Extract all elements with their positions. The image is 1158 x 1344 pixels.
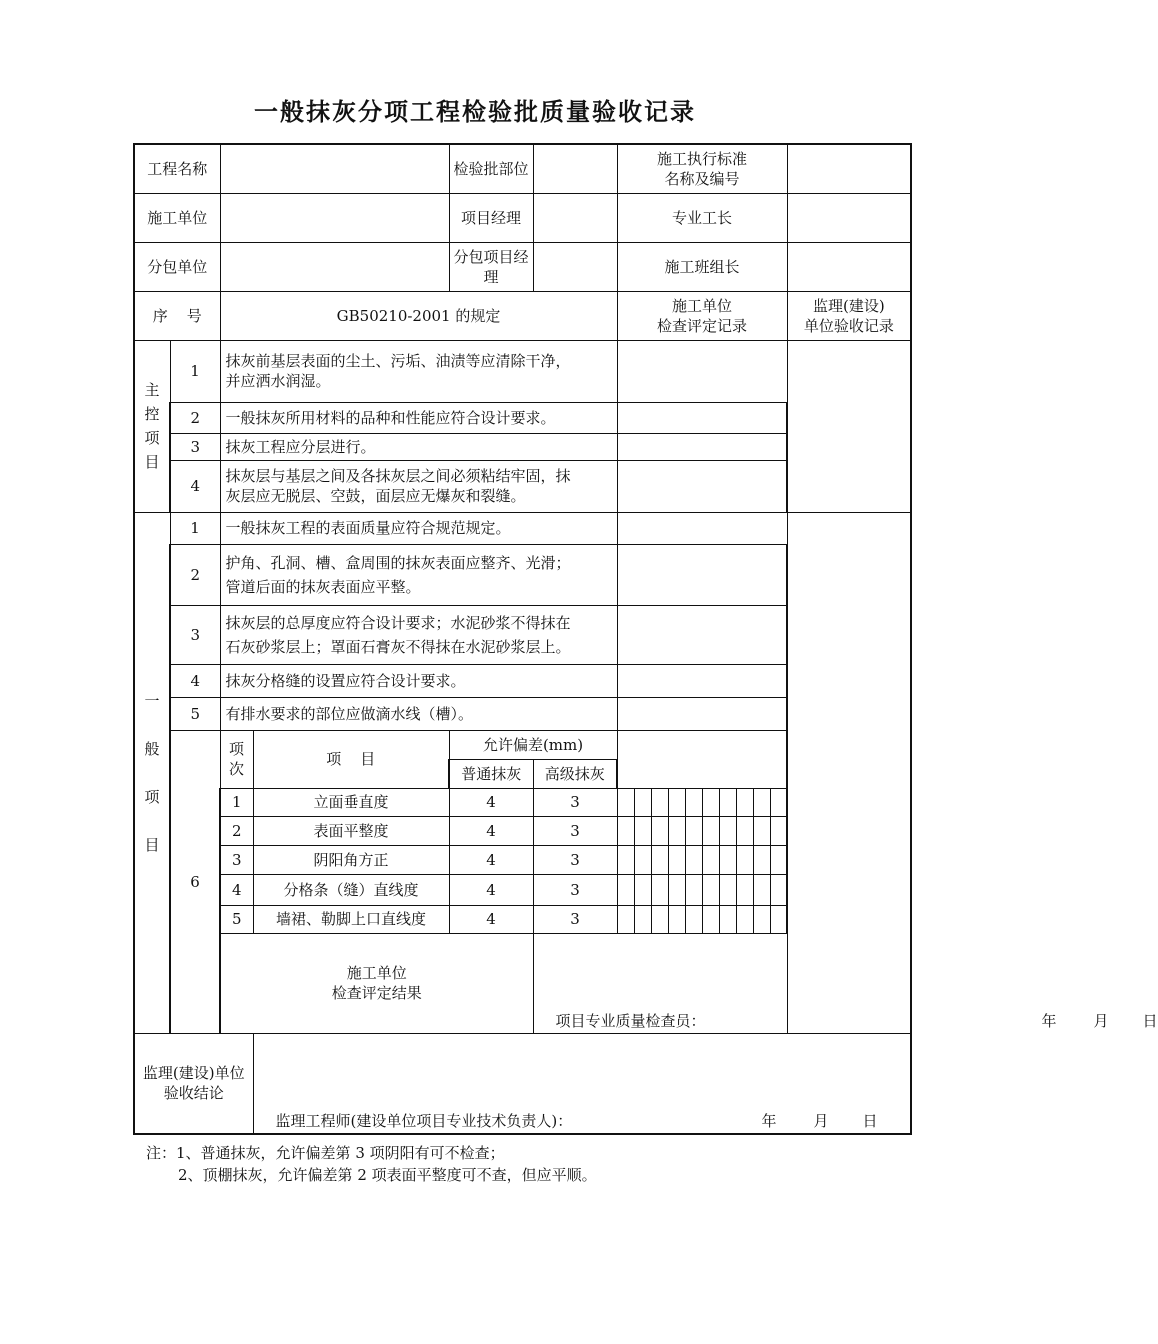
- inspection-form-table: [133, 143, 1158, 1135]
- measurement-cell[interactable]: [736, 788, 753, 816]
- measurement-cell[interactable]: [668, 788, 685, 816]
- tolerance-idx: 3: [220, 845, 253, 874]
- measurement-cell[interactable]: [736, 845, 753, 874]
- measurement-cell[interactable]: [753, 788, 770, 816]
- check-record-header: 施工单位 检查评定记录: [617, 291, 787, 340]
- main-item-check-cell[interactable]: [617, 340, 787, 402]
- main-item-text: 抹灰前基层表面的尘土、污垢、油渍等应清除干净， 并应洒水润湿。: [220, 340, 617, 402]
- measurement-cell[interactable]: [651, 816, 668, 845]
- main-item-text: 抹灰层与基层之间及各抹灰层之间必须粘结牢固，抹 灰层应无脱层、空鼓，面层应无爆灰和裂缝。: [220, 460, 617, 512]
- subcontractor-field[interactable]: [220, 242, 449, 291]
- measurement-cell[interactable]: [719, 816, 736, 845]
- measurement-cell[interactable]: [617, 845, 634, 874]
- team-leader-field[interactable]: [787, 242, 911, 291]
- general-item-no: 3: [170, 605, 220, 664]
- page-title: 一般抹灰分项工程检验批质量验收记录: [254, 98, 696, 126]
- main-item-check-cell[interactable]: [617, 402, 787, 433]
- measurement-cell[interactable]: [651, 845, 668, 874]
- construction-unit-field[interactable]: [220, 193, 449, 242]
- measurement-cell[interactable]: [651, 788, 668, 816]
- measurement-cell[interactable]: [702, 788, 719, 816]
- measurement-cell[interactable]: [770, 816, 787, 845]
- accept-conclusion-signer: 监理工程师(建设单位项目专业技术负责人)：: [275, 1112, 573, 1130]
- measurement-cell[interactable]: [770, 788, 787, 816]
- tolerance-high: 3: [533, 816, 617, 845]
- tolerance-item: 表面平整度: [253, 816, 449, 845]
- check-result-label: 施工单位 检查评定结果: [220, 933, 533, 1033]
- accept-conclusion-day: 日: [862, 1112, 878, 1130]
- tolerance-item-header: 项 目: [253, 730, 449, 788]
- spec-header: GB50210-2001 的规定: [220, 291, 617, 340]
- construction-unit-label: 施工单位: [134, 193, 220, 242]
- measurement-cell[interactable]: [634, 874, 651, 905]
- main-item-no: 2: [170, 402, 220, 433]
- main-items-accept-cell[interactable]: [787, 340, 911, 512]
- measurement-cell[interactable]: [753, 845, 770, 874]
- tolerance-item: 墙裙、勒脚上口直线度: [253, 905, 449, 933]
- main-item-no: 4: [170, 460, 220, 512]
- accept-conclusion-label: 监理(建设)单位 验收结论: [134, 1033, 253, 1134]
- project-name-field[interactable]: [220, 144, 449, 193]
- subcontractor-label: 分包单位: [134, 242, 220, 291]
- measurement-cell[interactable]: [617, 788, 634, 816]
- general-item-text: 护角、孔洞、槽、盒周围的抹灰表面应整齐、光滑； 管道后面的抹灰表面应平整。: [220, 544, 617, 605]
- foreman-label: 专业工长: [617, 193, 787, 242]
- measurement-cell[interactable]: [685, 905, 702, 933]
- main-item-no: 1: [170, 340, 220, 402]
- measurement-cell[interactable]: [634, 788, 651, 816]
- check-result-cell[interactable]: [533, 933, 1158, 1033]
- general-item-no: 2: [170, 544, 220, 605]
- measurement-cell[interactable]: [651, 905, 668, 933]
- measurement-cell[interactable]: [634, 905, 651, 933]
- main-item-no: 3: [170, 433, 220, 460]
- tolerance-normal: 4: [449, 905, 533, 933]
- measurement-cell[interactable]: [736, 816, 753, 845]
- measurement-cell[interactable]: [753, 816, 770, 845]
- measurement-cell[interactable]: [702, 845, 719, 874]
- measurement-cell[interactable]: [770, 905, 787, 933]
- tolerance-item: 分格条（缝）直线度: [253, 874, 449, 905]
- standard-field[interactable]: [787, 144, 911, 193]
- measurement-cell[interactable]: [634, 845, 651, 874]
- batch-location-label: 检验批部位: [449, 144, 533, 193]
- tolerance-idx: 4: [220, 874, 253, 905]
- general-item-no: 1: [170, 512, 220, 544]
- measurement-cell[interactable]: [651, 874, 668, 905]
- general-item-check-cell[interactable]: [617, 697, 787, 730]
- tolerance-idx: 2: [220, 816, 253, 845]
- tolerance-high: 3: [533, 874, 617, 905]
- accept-record-header: 监理(建设) 单位验收记录: [787, 291, 911, 340]
- measurement-cell[interactable]: [685, 788, 702, 816]
- measurement-cell[interactable]: [719, 845, 736, 874]
- measurement-cell[interactable]: [770, 845, 787, 874]
- check-result-year: 年: [1041, 1011, 1057, 1030]
- main-item-text: 一般抹灰所用材料的品种和性能应符合设计要求。: [220, 402, 617, 433]
- measurement-cell[interactable]: [753, 905, 770, 933]
- measurement-cell[interactable]: [702, 874, 719, 905]
- accept-conclusion-year: 年: [761, 1112, 777, 1130]
- check-result-month: 月: [1093, 1011, 1109, 1030]
- tolerance-normal-header: 普通抹灰: [449, 759, 533, 788]
- tolerance-normal: 4: [449, 816, 533, 845]
- measurement-cell[interactable]: [617, 905, 634, 933]
- tolerance-item: 立面垂直度: [253, 788, 449, 816]
- measurement-cell[interactable]: [753, 874, 770, 905]
- main-item-check-cell[interactable]: [617, 460, 787, 512]
- measurement-cell[interactable]: [668, 845, 685, 874]
- measurement-cell[interactable]: [668, 874, 685, 905]
- team-leader-label: 施工班组长: [617, 242, 787, 291]
- check-result-signer: 项目专业质量检查员：: [555, 1011, 706, 1030]
- note-1: 注：1、普通抹灰，允许偏差第 3 项阴阳有可不检查；: [146, 1144, 505, 1162]
- general-items-label: 一 般 项 目: [134, 512, 170, 1033]
- tolerance-normal: 4: [449, 845, 533, 874]
- measurement-cell[interactable]: [719, 905, 736, 933]
- general-item-text: 抹灰层的总厚度应符合设计要求；水泥砂浆不得抹在 石灰砂浆层上；罩面石膏灰不得抹在水泥砂浆层上。: [220, 605, 617, 664]
- measurement-cell[interactable]: [685, 816, 702, 845]
- tolerance-high-header: 高级抹灰: [533, 759, 617, 788]
- note-2: 2、顶棚抹灰，允许偏差第 2 项表面平整度可不查，但应平顺。: [178, 1166, 597, 1184]
- main-item-text: 抹灰工程应分层进行。: [220, 433, 617, 460]
- general-item-check-cell[interactable]: [617, 605, 787, 664]
- measurement-cell[interactable]: [685, 874, 702, 905]
- general-item-check-cell[interactable]: [617, 664, 787, 697]
- batch-location-field[interactable]: [533, 144, 617, 193]
- measurement-cell[interactable]: [736, 905, 753, 933]
- tolerance-normal: 4: [449, 788, 533, 816]
- measurement-cell[interactable]: [719, 874, 736, 905]
- measurement-cell[interactable]: [702, 816, 719, 845]
- measurement-cell[interactable]: [668, 905, 685, 933]
- tolerance-idx: 1: [220, 788, 253, 816]
- tolerance-header-blank: [617, 730, 787, 788]
- general-item-no: 5: [170, 697, 220, 730]
- tolerance-item-no: 6: [170, 730, 220, 1033]
- measurement-cell[interactable]: [617, 874, 634, 905]
- measurement-cell[interactable]: [634, 816, 651, 845]
- general-item-check-cell[interactable]: [617, 544, 787, 605]
- project-manager-field[interactable]: [533, 193, 617, 242]
- main-item-check-cell[interactable]: [617, 433, 787, 460]
- standard-label: 施工执行标准 名称及编号: [617, 144, 787, 193]
- main-items-label: 主 控 项 目: [134, 340, 170, 512]
- tolerance-idx-header: 项 次: [220, 730, 253, 788]
- sub-manager-field[interactable]: [533, 242, 617, 291]
- measurement-cell[interactable]: [719, 788, 736, 816]
- tolerance-idx: 5: [220, 905, 253, 933]
- measurement-cell[interactable]: [668, 816, 685, 845]
- measurement-cell[interactable]: [685, 845, 702, 874]
- measurement-cell[interactable]: [770, 874, 787, 905]
- general-item-text: 有排水要求的部位应做滴水线（槽）。: [220, 697, 617, 730]
- general-item-text: 一般抹灰工程的表面质量应符合规范规定。: [220, 512, 617, 544]
- measurement-cell[interactable]: [702, 905, 719, 933]
- project-manager-label: 项目经理: [449, 193, 533, 242]
- general-item-text: 抹灰分格缝的设置应符合设计要求。: [220, 664, 617, 697]
- accept-conclusion-cell[interactable]: [253, 1033, 911, 1134]
- accept-conclusion-month: 月: [813, 1112, 829, 1130]
- foreman-field[interactable]: [787, 193, 911, 242]
- general-item-no: 4: [170, 664, 220, 697]
- measurement-cell[interactable]: [617, 816, 634, 845]
- tolerance-normal: 4: [449, 874, 533, 905]
- project-name-label: 工程名称: [134, 144, 220, 193]
- general-item-check-cell[interactable]: [617, 512, 787, 544]
- tolerance-allow-header: 允许偏差(mm): [449, 730, 617, 759]
- tolerance-high: 3: [533, 845, 617, 874]
- seq-header: 序 号: [134, 291, 220, 340]
- tolerance-high: 3: [533, 905, 617, 933]
- sub-manager-label: 分包项目经理: [449, 242, 533, 291]
- tolerance-high: 3: [533, 788, 617, 816]
- tolerance-item: 阴阳角方正: [253, 845, 449, 874]
- measurement-cell[interactable]: [736, 874, 753, 905]
- check-result-day: 日: [1142, 1011, 1158, 1030]
